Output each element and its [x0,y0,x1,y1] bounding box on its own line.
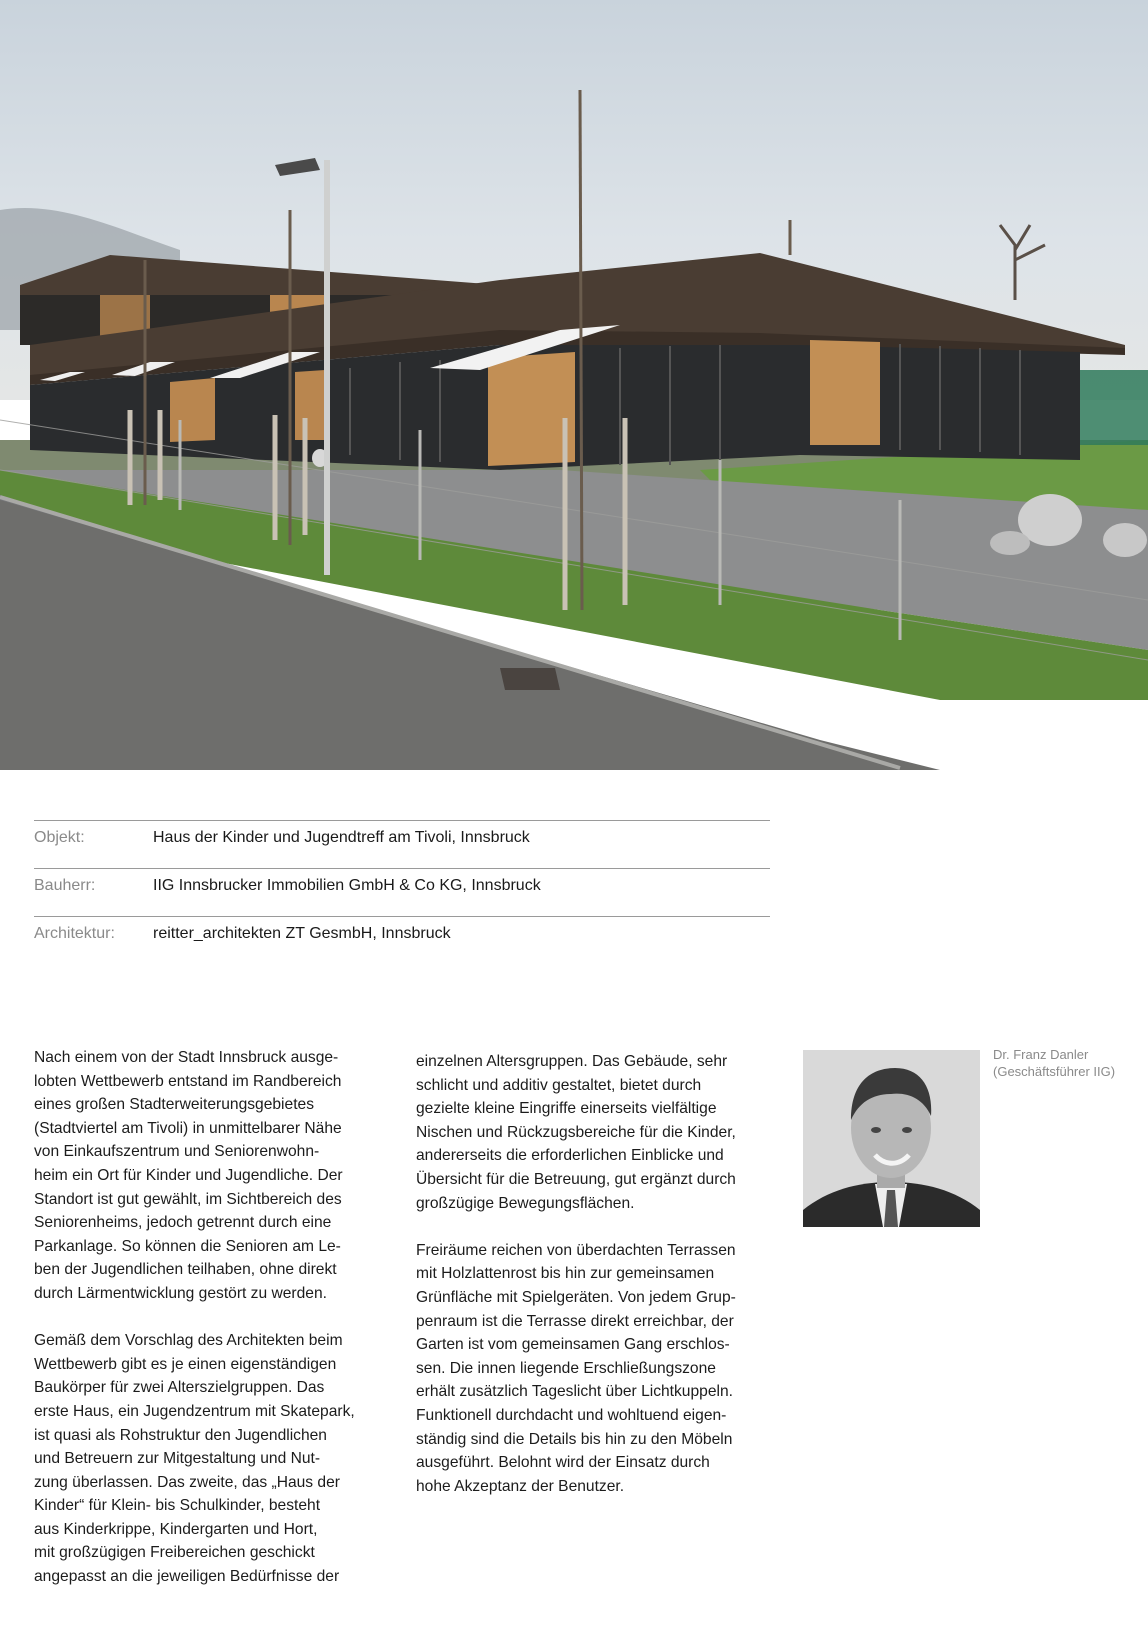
project-info-label: Architektur: [34,925,115,942]
body-column-2 [416,1050,776,1498]
project-info-value: IIG Innsbrucker Immobilien GmbH & Co KG, Innsbruck [153,877,541,894]
project-info [34,820,770,964]
project-info-value: Haus der Kinder und Jugendtreff am Tivoli, Innsbruck [153,829,530,846]
project-info-label: Bauherr: [34,877,96,894]
body-paragraph: Gemäß dem Vorschlag des Architekten beim Wettbewerb gibt es je einen eigenständigen Baukörper für zwei Alterszielgruppen. Das erste Haus, ein Jugendzentrum mit Skatepark, ist quasi als Rohstruktur den Jugendlichen und Betreuern zur Mitgestaltung und Nut- zung überlassen. Das zweite, das „Haus der Kinder“ für Klein- bis Schulkinder, besteht aus Kinderkrippe, Kindergarten und Hort, mit großzügigen Freibereichen geschickt angepasst an die jeweiligen Bedürfnisse der [34,1332,355,1586]
project-info-label: Objekt: [34,829,85,846]
portrait-caption: Dr. Franz Danler (Geschäftsführer IIG) [993,1047,1116,1079]
project-info-row-client [34,868,770,916]
body-paragraph: einzelnen Altersgruppen. Das Gebäude, sehr schlicht und additiv gestaltet, bietet durch gezielte kleine Eingriffe einerseits vielfältige Nischen und Rückzugsbereiche für die Kinder, andererseits die erforderlichen Einblicke und Übersicht für die Betreuung, gut ergänzt durch großzügige Bewegungsflächen. [416,1053,736,1212]
building-photo [0,0,1148,770]
body-column-1 [34,1046,379,1589]
project-info-row-architect [34,916,770,964]
project-info-value: reitter_architekten ZT GesmbH, Innsbruck [153,925,451,942]
portrait-photo [803,1050,980,1227]
body-paragraph: Freiräume reichen von überdachten Terrassen mit Holzlattenrost bis hin zur gemeinsamen Grünfläche mit Spielgeräten. Von jedem Grup- penraum ist die Terrasse direkt erreichbar, der Garten ist vom gemeinsamen Gang erschlos- sen. Die innen liegende Erschließungszone erhält zusätzlich Tageslicht über Lichtkuppeln. Funktionell durchdacht und wohltuend eigen- ständig sind die Details bis hin zu den Möbeln ausgeführt. Belohnt wird der Einsatz durch hohe Akzeptanz der Benutzer. [416,1241,736,1495]
project-info-row-object [34,820,770,868]
body-paragraph: Nach einem von der Stadt Innsbruck ausge- lobten Wettbewerb entstand im Randbereich eines großen Stadterweiterungsgebietes (Stadtviertel am Tivoli) in unmittelbarer Nähe von Einkaufszentrum und Seniorenwohn- heim ein Ort für Kinder und Jugendliche. Der Standort ist gut gewählt, im Sichtbereich des Seniorenheims, jedoch getrennt durch eine Parkanlage. So können die Senioren am Le- ben der Jugendlichen teilhaben, ohne direkt durch Lärmentwicklung gestört zu werden. [34,1049,343,1302]
